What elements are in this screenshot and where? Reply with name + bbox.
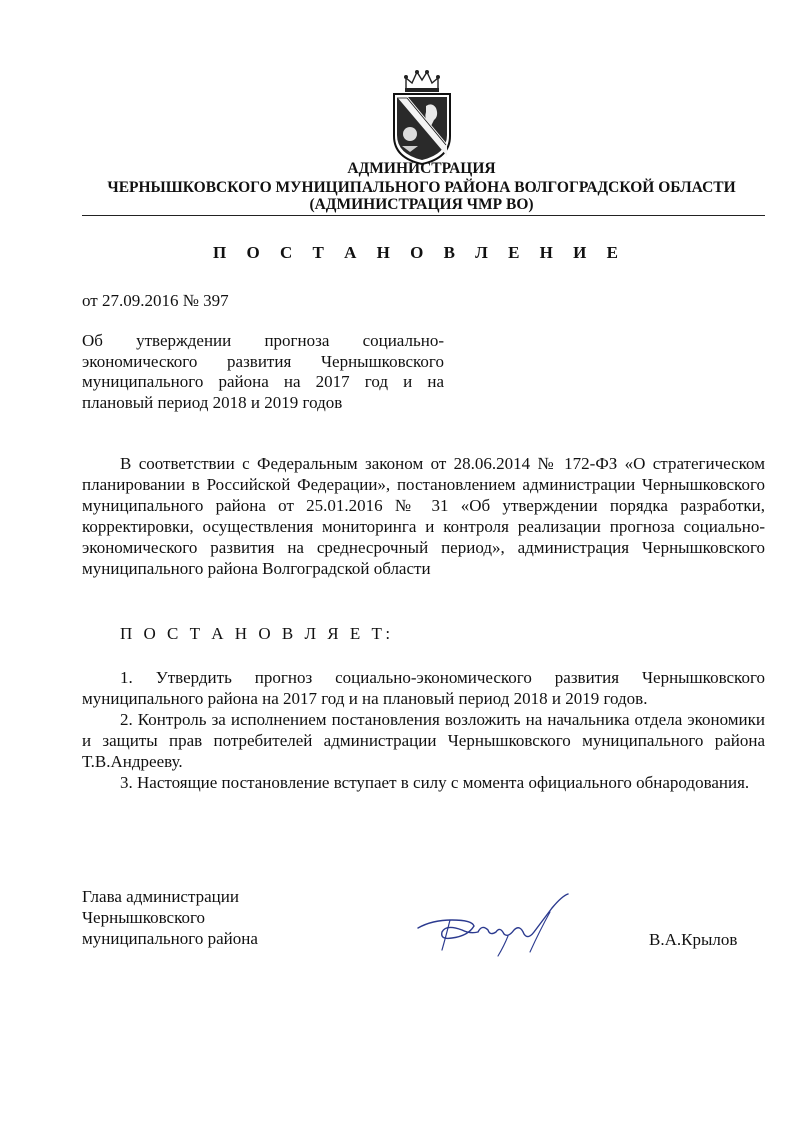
decree-item: 3. Настоящие постановление вступает в силу с момента официального обнародования. — [120, 773, 750, 792]
signature-title-line-1: Глава администрации — [82, 887, 239, 906]
decree-item: 2. Контроль за исполнением постановления возложить на начальника отдела экономики и защиты прав потребителей администрации Чернышковского муниципального района Т.В.Андрееву. — [82, 710, 765, 771]
document-title: П О С Т А Н О В Л Е Н И Е — [213, 243, 626, 262]
header-divider — [82, 215, 765, 216]
decree-word: П О С Т А Н О В Л Я Е Т: — [120, 624, 394, 643]
preamble-paragraph: В соответствии с Федеральным законом от 28.06.2014 № 172-ФЗ «О стратегическом планировании в Российской Федерации», постановлением администрации Чернышковского муниципального района от 25.01.2016 № 31 «Об утверждении порядка разработки, корректировки, осуществления мониторинга и контроля реализации прогноза социально-экономического развития на среднесрочный период», администрация Чернышковского муниципального района Волгоградской области — [82, 454, 765, 578]
signature-title-line-3: муниципального района — [82, 929, 258, 948]
coat-of-arms-icon — [384, 66, 460, 166]
document-subject: Об утверждении прогноза социально-экономического развития Чернышковского муниципального района на 2017 год и на плановый период 2018 и 2019 годов — [82, 331, 444, 412]
signature-title-block — [82, 886, 258, 949]
org-name-line-2: ЧЕРНЫШКОВСКОГО МУНИЦИПАЛЬНОГО РАЙОНА ВОЛГОГРАДСКОЙ ОБЛАСТИ — [107, 179, 736, 196]
signer-name: В.А.Крылов — [649, 930, 738, 949]
org-name-line-3: (АДМИНИСТРАЦИЯ ЧМР ВО) — [309, 196, 534, 213]
signature-title-line-2: Чернышковского — [82, 908, 206, 927]
decree-item: 1. Утвердить прогноз социально-экономического развития Чернышковского муниципального района на 2017 год и на плановый период 2018 и 2019 годов. — [82, 668, 765, 708]
handwritten-signature — [412, 890, 582, 960]
org-name-line-1: АДМИНИСТРАЦИЯ — [347, 160, 496, 177]
document-date-number: от 27.09.2016 № 397 — [82, 291, 229, 310]
decree-items — [82, 667, 765, 793]
